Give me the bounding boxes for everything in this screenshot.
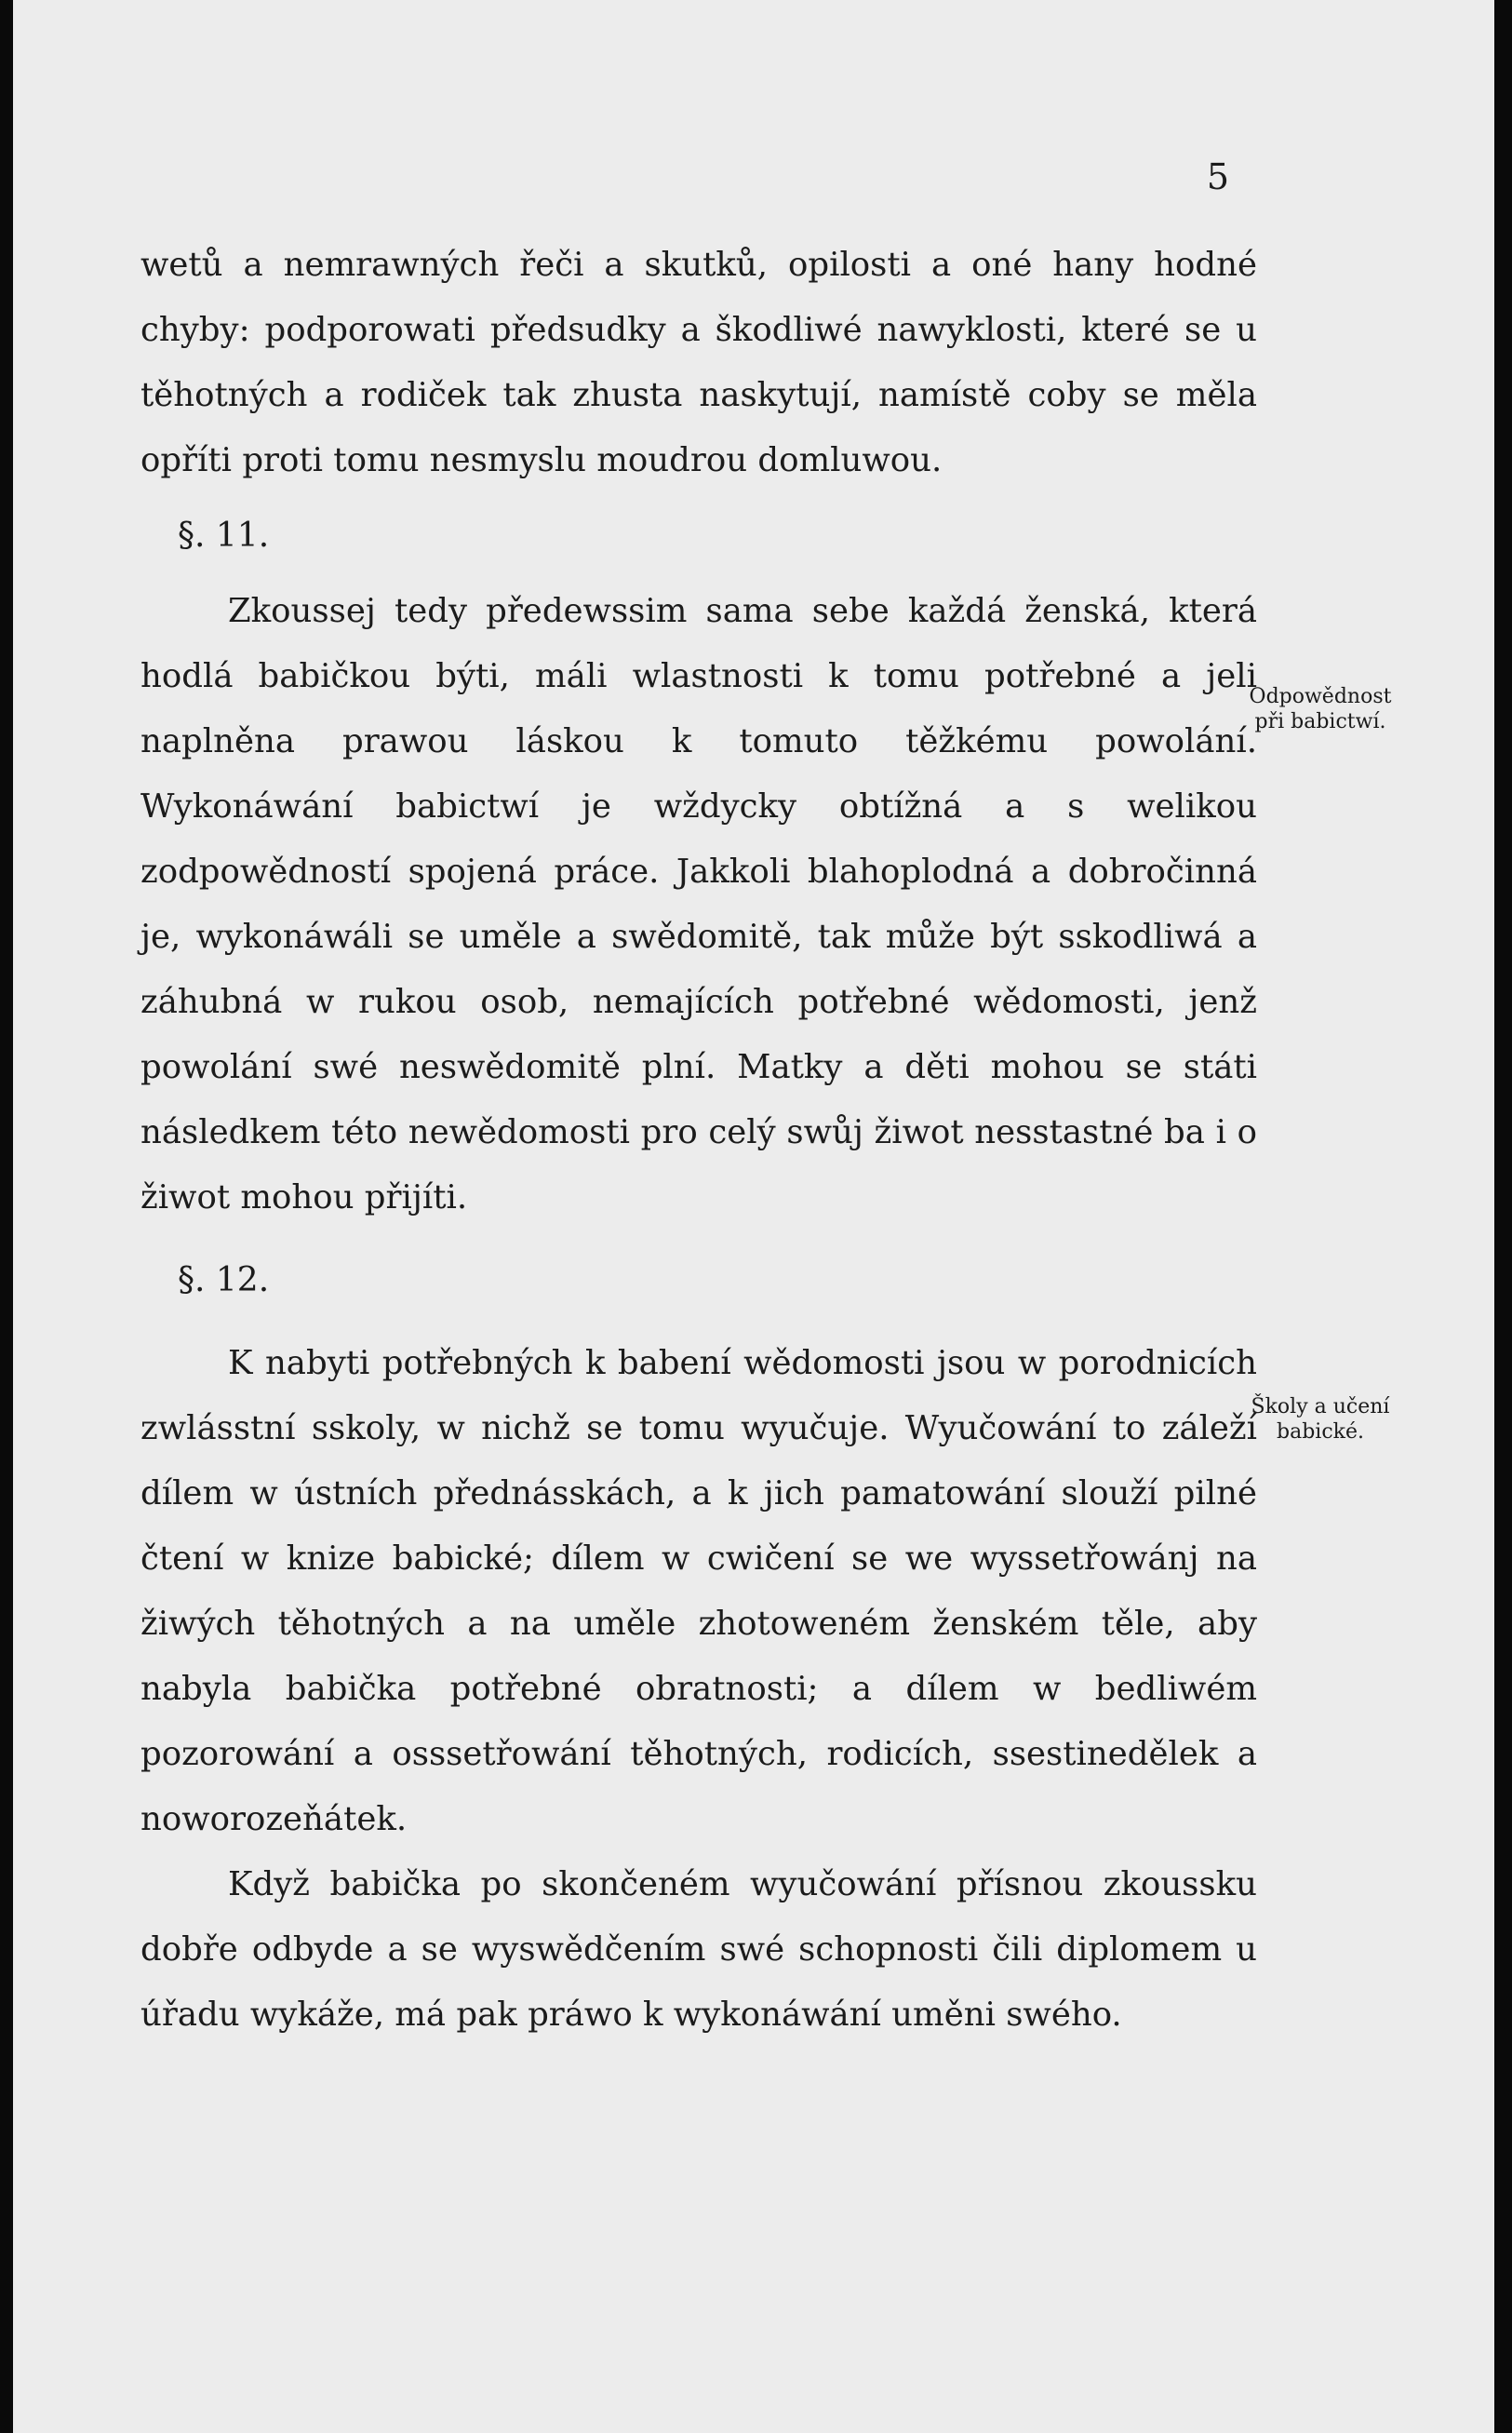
paragraph-3: K nabyti potřebných k babení wědomosti jsou w porodnicích zwlásstní sskoly, w nichž se tomu wyučuje. Wyučowání to záleží dílem w ústních přednásskách, a k jich pamatowání slouží pilné čtení w knize babické; dílem w cwičení se we wyssetřowánj na žiwých těhotných a na uměle zhotoweném ženském těle, aby nabyla babička potřebné obratnosti; a dílem w bedliwém pozorowání a osssetřowání těhotných, rodicích, ssestinedělek a noworozeňátek.: [140, 1344, 1257, 1838]
paragraph-1: wetů a nemrawných řeči a skutků, opilosti a oné hany hodné chyby: podporowati předsudky a škodliwé nawyklosti, které se u těhotných a rodiček tak zhusta naskytují, namístě coby se měla opříti proti tomu nesmyslu moudrou domluwou.: [140, 246, 1257, 479]
paragraph-4: Když babička po skončeném wyučowání přísnou zkoussku dobře odbyde a se wyswědčením swé schopnosti čili diplomem u úřadu wykáže, má pak práwo k wykonáwání uměni swého.: [140, 1865, 1257, 2034]
paragraph-2: Zkoussej tedy předewssim sama sebe každá ženská, která hodlá babičkou býti, máli wlastnosti k tomu potřebné a jeli naplněna prawou láskou k tomuto těžkému powolání. Wykonáwání babictwí je wždycky obtížná a s welikou zodpowědností spojená práce. Jakkoli blahoplodná a dobročinná je, wykonáwáli se uměle a swědomitě, tak může být sskodliwá a záhubná w rukou osob, nemajících potřebné wědomosti, jenž powolání swé neswědomitě plní. Matky a děti mohou se státi následkem této newědomosti pro celý swůj žiwot nesstastné ba i o žiwot mohou přijíti.: [140, 592, 1257, 1216]
spacer: [140, 493, 1257, 503]
section-heading-12: §. 12.: [178, 1261, 270, 1299]
margin-note-responsibility: Odpowědnost při babictwí.: [1249, 685, 1392, 733]
body-text: [140, 233, 1257, 2048]
section-heading-11: §. 11.: [178, 517, 270, 555]
spacer: [140, 570, 1257, 579]
book-page: [13, 0, 1494, 2433]
margin-note-schools: Školy a učení babické.: [1251, 1395, 1390, 1444]
spacer: [140, 1230, 1257, 1247]
page-number: 5: [1206, 156, 1229, 197]
spacer: [140, 1314, 1257, 1331]
